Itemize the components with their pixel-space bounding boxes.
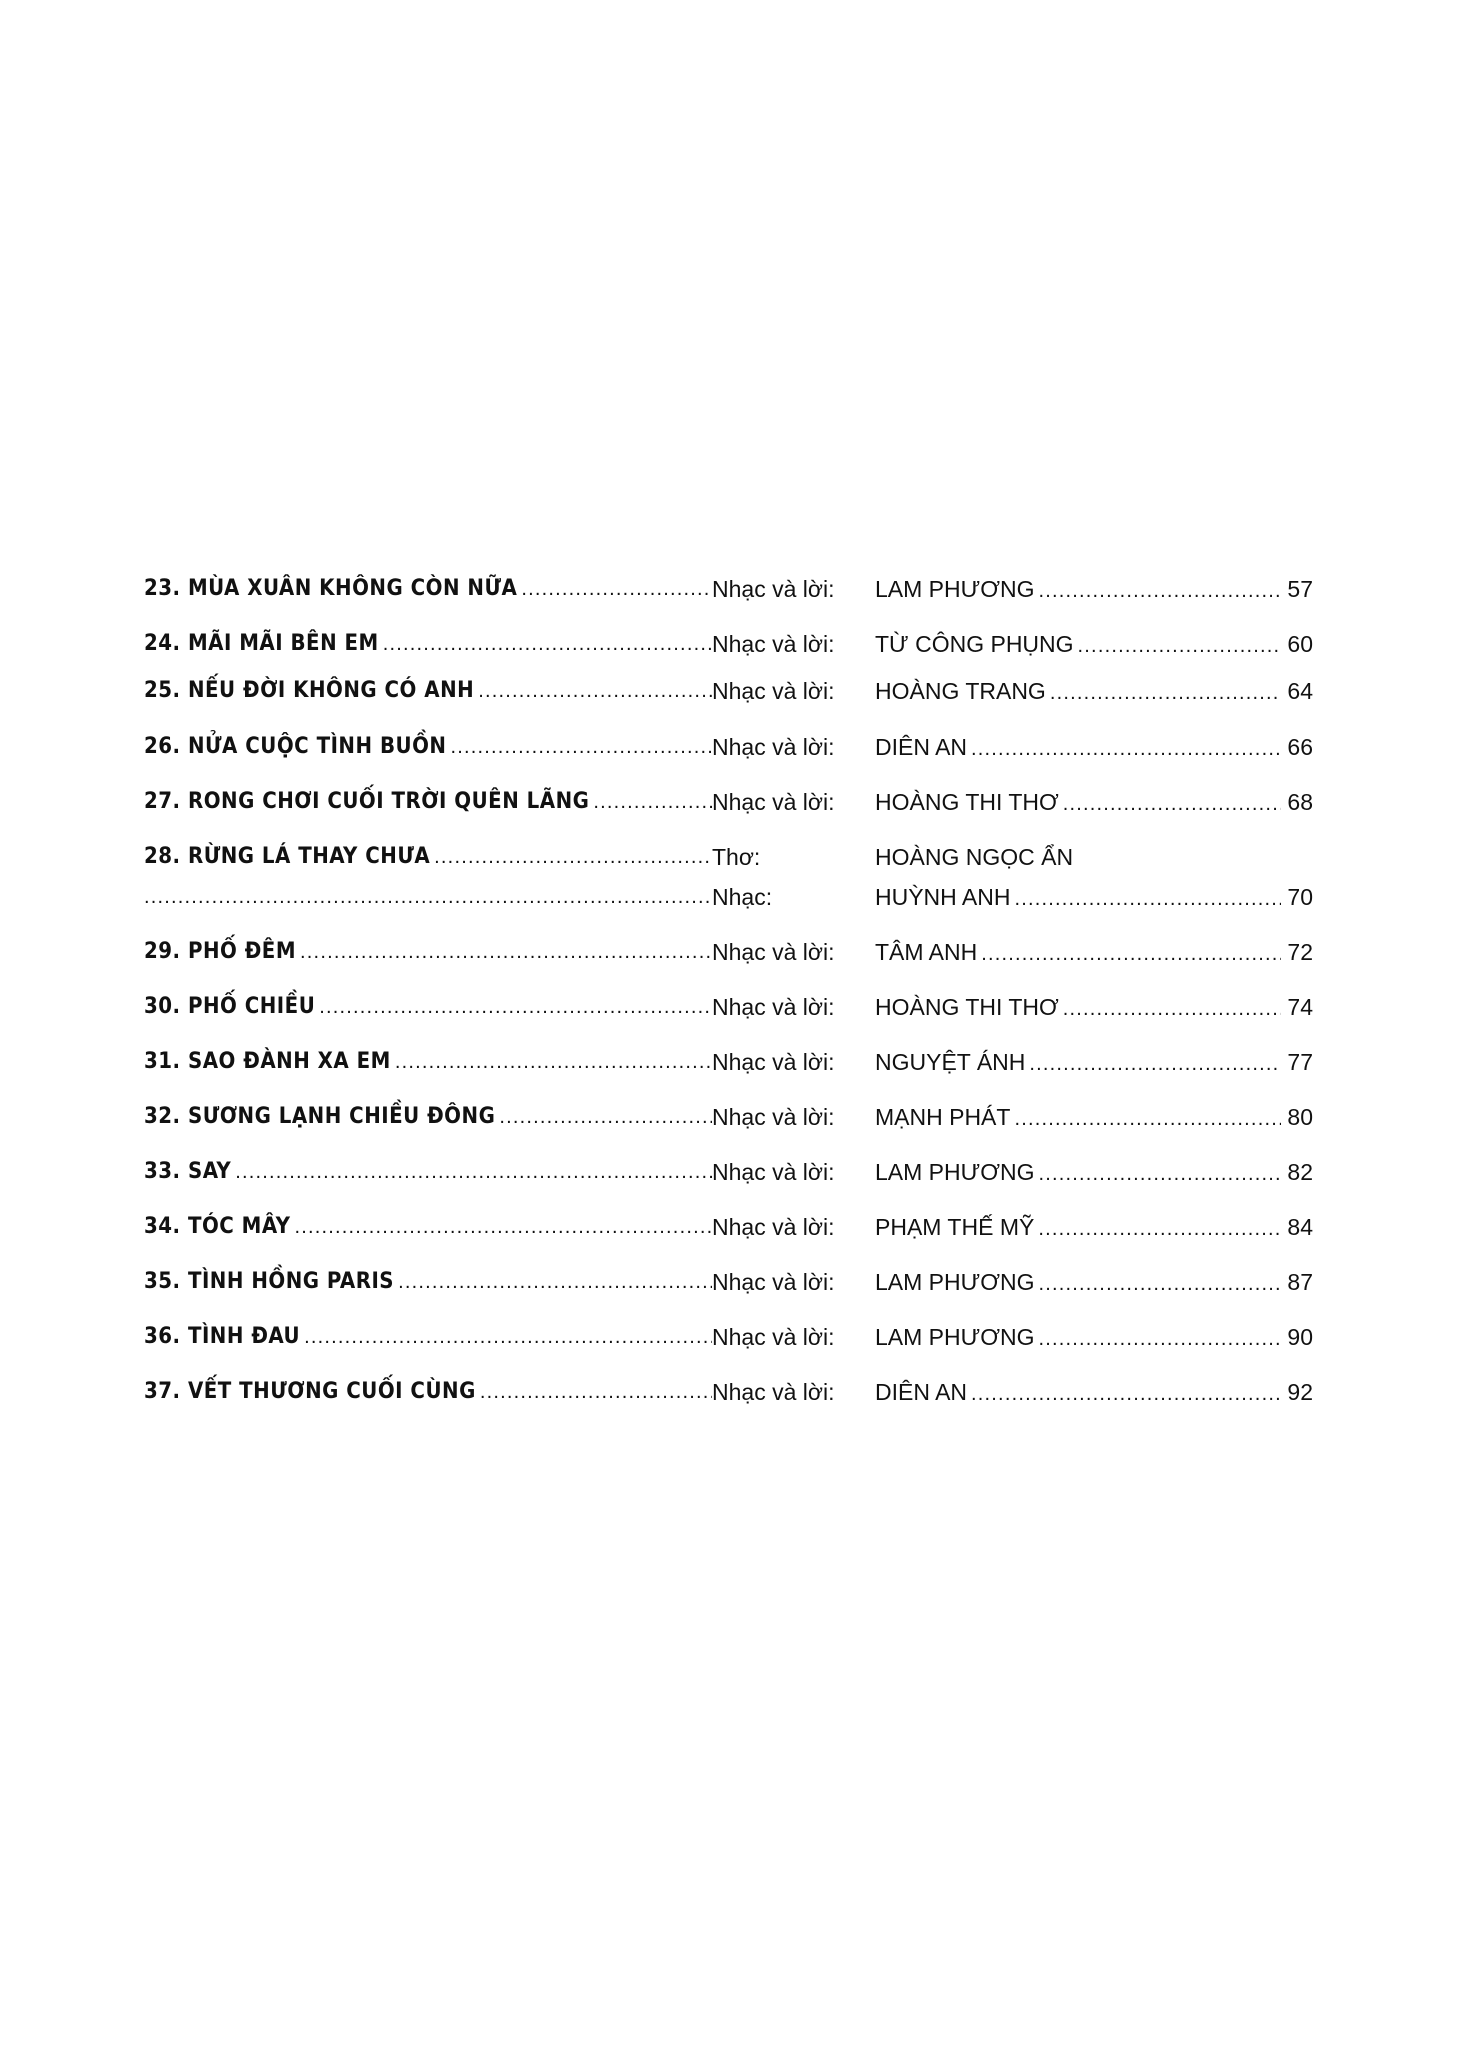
entry-title-cell: [144, 932, 712, 972]
entry-page-number: 68: [1287, 789, 1313, 815]
entry-title-cell: [144, 671, 712, 711]
leader-dots: [319, 987, 712, 1027]
entry-role: Nhạc và lời:: [712, 994, 835, 1020]
entry-page-number: 60: [1287, 631, 1313, 657]
entry-title-cell: [144, 1152, 712, 1192]
entry-title-cell: [144, 837, 712, 877]
leader-dots: [1039, 1154, 1282, 1192]
entry-role: Nhạc và lời:: [712, 1104, 835, 1130]
leader-dots: [451, 727, 713, 767]
entry-author: HUỲNH ANH: [875, 884, 1011, 910]
entry-title: 32. SƯƠNG LẠNH CHIỀU ĐÔNG: [144, 1104, 496, 1129]
entry-role: Nhạc và lời:: [712, 939, 835, 965]
entry-page-number: 90: [1287, 1324, 1313, 1350]
entry-author-cell: [875, 1317, 1313, 1357]
leader-dots: [398, 1262, 712, 1302]
entry-role: Nhạc và lời:: [712, 1324, 835, 1350]
leader-dots: [1078, 626, 1282, 664]
leader-dots: [383, 624, 712, 664]
toc-entry-26: [0, 727, 1464, 767]
toc-entry-35: [0, 1262, 1464, 1302]
entry-author: DIÊN AN: [875, 1379, 968, 1405]
entry-page-number: 80: [1287, 1104, 1313, 1130]
entry-author-cell: [875, 624, 1313, 664]
leader-dots: [478, 671, 712, 711]
toc-entry-28: [0, 837, 1464, 877]
entry-author-cell: [875, 1152, 1313, 1192]
entry-author: LAM PHƯƠNG: [875, 1324, 1035, 1350]
entry-page-number: 64: [1287, 678, 1313, 704]
entry-title: 27. RONG CHƠI CUỐI TRỜI QUÊN LÃNG: [144, 789, 590, 814]
toc-entry-27: [0, 782, 1464, 822]
toc-entry-28-continuation: [0, 877, 1464, 917]
leader-dots: [971, 729, 1281, 767]
entry-author-cell: [875, 782, 1313, 822]
leader-dots: [1063, 784, 1282, 822]
entry-title: 34. TÓC MÂY: [144, 1214, 291, 1239]
entry-role: Nhạc và lời:: [712, 734, 835, 760]
leader-dots: [395, 1042, 712, 1082]
entry-role: Nhạc và lời:: [712, 789, 835, 815]
toc-entry-36: [0, 1317, 1464, 1357]
entry-author-cell: [875, 1372, 1313, 1412]
entry-role: Nhạc và lời:: [712, 1159, 835, 1185]
entry-author-cell: [875, 727, 1313, 767]
entry-author: NGUYỆT ÁNH: [875, 1049, 1026, 1075]
entry-title-cell: [144, 987, 712, 1027]
entry-author: HOÀNG TRANG: [875, 678, 1046, 704]
entry-author-cell: [875, 1042, 1313, 1082]
entry-title-cell: [144, 727, 712, 767]
leader-dots: [499, 1097, 712, 1137]
entry-title: 29. PHỐ ĐÊM: [144, 939, 297, 964]
leader-dots: [294, 1207, 712, 1247]
entry-author-cell: [875, 877, 1313, 917]
entry-page-number: 57: [1287, 576, 1313, 602]
entry-author: LAM PHƯƠNG: [875, 576, 1035, 602]
leader-dots: [480, 1372, 712, 1412]
toc-entry-37: [0, 1372, 1464, 1412]
entry-page-number: 77: [1287, 1049, 1313, 1075]
entry-page-number: 70: [1287, 884, 1313, 910]
leader-dots: [1014, 879, 1281, 917]
entry-page-number: 72: [1287, 939, 1313, 965]
entry-title: 31. SAO ĐÀNH XA EM: [144, 1049, 391, 1074]
toc-entry-29: [0, 932, 1464, 972]
entry-page-number: 74: [1287, 994, 1313, 1020]
leader-dots: [593, 782, 712, 822]
toc-entry-31: [0, 1042, 1464, 1082]
entry-author: PHẠM THẾ MỸ: [875, 1214, 1035, 1240]
entry-author: LAM PHƯƠNG: [875, 1159, 1035, 1185]
entry-title: 30. PHỐ CHIỀU: [144, 994, 316, 1019]
entry-title: 23. MÙA XUÂN KHÔNG CÒN NỮA: [144, 576, 518, 601]
entry-author-cell: [875, 569, 1313, 609]
entry-title: 36. TÌNH ĐAU: [144, 1324, 301, 1349]
entry-author: TÂM ANH: [875, 939, 978, 965]
entry-title-cell: [144, 877, 712, 917]
entry-title: 25. NẾU ĐỜI KHÔNG CÓ ANH: [144, 678, 475, 703]
entry-page-number: 92: [1287, 1379, 1313, 1405]
entry-title-cell: [144, 1042, 712, 1082]
entry-author: HOÀNG THI THƠ: [875, 789, 1059, 815]
entry-author-cell: [875, 837, 1313, 877]
entry-role: Nhạc và lời:: [712, 1214, 835, 1240]
entry-title: 35. TÌNH HỒNG PARIS: [144, 1269, 395, 1294]
entry-title: 33. SAY: [144, 1159, 232, 1184]
leader-dots: [1038, 1209, 1281, 1247]
entry-role: Nhạc:: [712, 884, 773, 910]
entry-title-cell: [144, 1097, 712, 1137]
entry-author: LAM PHƯƠNG: [875, 1269, 1035, 1295]
entry-title-cell: [144, 569, 712, 609]
entry-role: Nhạc và lời:: [712, 1379, 835, 1405]
leader-dots: [1014, 1099, 1281, 1137]
leader-dots: [304, 1317, 712, 1357]
toc-entry-30: [0, 987, 1464, 1027]
leader-dots: [1029, 1044, 1281, 1082]
entry-page-number: 66: [1287, 734, 1313, 760]
toc-entry-33: [0, 1152, 1464, 1192]
entry-role: Nhạc và lời:: [712, 631, 835, 657]
leader-dots: [235, 1152, 712, 1192]
leader-dots: [300, 932, 712, 972]
entry-title: 37. VẾT THƯƠNG CUỐI CÙNG: [144, 1379, 476, 1404]
leader-dots: [1039, 1264, 1282, 1302]
leader-dots: [971, 1374, 1281, 1412]
toc-entry-34: [0, 1207, 1464, 1247]
entry-title-cell: [144, 1262, 712, 1302]
entry-author-cell: [875, 987, 1313, 1027]
entry-role: Nhạc và lời:: [712, 678, 835, 704]
entry-role: Nhạc và lời:: [712, 576, 835, 602]
entry-author: HOÀNG NGỌC ẨN: [875, 844, 1074, 870]
toc-entry-23: [0, 569, 1464, 609]
toc-entry-32: [0, 1097, 1464, 1137]
entry-role: Nhạc và lời:: [712, 1269, 835, 1295]
leader-dots: [1039, 1319, 1282, 1357]
leader-dots: [144, 877, 712, 917]
entry-author: MẠNH PHÁT: [875, 1104, 1011, 1130]
leader-dots: [1063, 989, 1282, 1027]
entry-author: TỪ CÔNG PHỤNG: [875, 631, 1074, 657]
entry-author: HOÀNG THI THƠ: [875, 994, 1059, 1020]
entry-title: 24. MÃI MÃI BÊN EM: [144, 631, 379, 656]
entry-author-cell: [875, 1097, 1313, 1137]
entry-title-cell: [144, 782, 712, 822]
toc-entry-25: [0, 671, 1464, 711]
entry-role: Nhạc và lời:: [712, 1049, 835, 1075]
entry-author-cell: [875, 932, 1313, 972]
entry-author-cell: [875, 1262, 1313, 1302]
entry-page-number: 84: [1287, 1214, 1313, 1240]
leader-dots: [434, 837, 712, 877]
entry-role: Thơ:: [712, 844, 761, 870]
entry-author: DIÊN AN: [875, 734, 968, 760]
entry-title-cell: [144, 1372, 712, 1412]
toc-entry-24: [0, 624, 1464, 664]
leader-dots: [521, 569, 712, 609]
entry-title: 28. RỪNG LÁ THAY CHƯA: [144, 844, 431, 869]
entry-author-cell: [875, 671, 1313, 711]
leader-dots: [1039, 571, 1282, 609]
entry-page-number: 87: [1287, 1269, 1313, 1295]
leader-dots: [981, 934, 1281, 972]
entry-title-cell: [144, 624, 712, 664]
entry-author-cell: [875, 1207, 1313, 1247]
leader-dots: [1050, 673, 1282, 711]
entry-title-cell: [144, 1207, 712, 1247]
entry-title-cell: [144, 1317, 712, 1357]
entry-title: 26. NỬA CUỘC TÌNH BUỒN: [144, 734, 447, 759]
entry-page-number: 82: [1287, 1159, 1313, 1185]
